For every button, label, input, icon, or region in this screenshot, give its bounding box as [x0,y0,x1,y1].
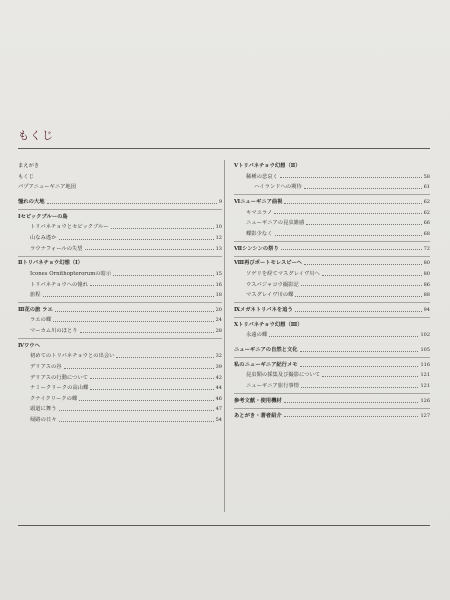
toc-entry-title: 昆虫類の採集及び撮影について [246,372,321,379]
section-separator [18,209,222,210]
toc-entry-page: 10 [215,224,222,231]
leader-dots [304,264,422,265]
leader-dots [80,332,214,333]
toc-entry-page: 39 [215,364,222,371]
leader-dots [90,285,214,286]
section-separator [234,408,430,409]
toc-entry-title: クナイクリークの蝶 [30,395,78,402]
toc-entry-title: ニューギニアの自然と文化 [234,347,298,354]
leader-dots [284,402,419,403]
toc-entry [234,229,430,240]
toc-entry-title: 旅程 [30,292,41,299]
toc-entry-title: ハイランドへの期待 [254,184,302,191]
toc-entry-title: デリアスの谷 [30,364,62,371]
toc-entry-page: 12 [215,234,222,241]
toc-entry-title: 稀種の悲哀く [246,173,278,180]
leader-dots [295,311,422,312]
leader-dots [274,213,421,214]
toc-title: もくじ [18,129,54,142]
toc-entry [18,244,222,255]
toc-entry [234,396,430,407]
toc-entry-title: ウスバジャコウ撮影記 [246,281,299,288]
section-separator [234,241,430,242]
toc-entry [18,373,222,384]
toc-entry [18,362,222,373]
toc-entry [18,404,222,415]
toc-entry [234,370,430,381]
toc-entry [18,383,222,394]
toc-entry-page: 88 [423,292,430,299]
toc-entry [18,394,222,405]
toc-entry-page: 126 [420,397,430,404]
toc-entry-title: Icones Ornithopterorumの暗示 [30,270,112,277]
toc-entry [234,197,430,208]
bottom-rule [18,525,430,526]
toc-entry-title: Ⅱトリバネチョウ幻想（Ⅰ） [18,260,83,267]
toc-entry [234,381,430,392]
toc-entry-page: 127 [420,412,430,419]
toc-entry-title: Ⅹトリバネチョウ幻想（Ⅲ） [234,321,303,328]
leader-dots [55,311,214,312]
leader-dots [79,400,213,401]
toc-entry [18,341,222,352]
toc-entry-title: 永遠の蝶 [246,332,268,339]
leader-dots [284,203,421,204]
leader-dots [304,188,422,189]
toc-entry-page: 42 [215,374,222,381]
leader-dots [53,321,213,322]
leader-dots [284,416,419,417]
leader-dots [59,410,214,411]
toc-entry-page: 80 [423,260,430,267]
toc-left-column [18,161,222,426]
toc-entry-title: Ⅳワウへ [18,342,40,349]
toc-entry [234,345,430,356]
section-separator [18,256,222,257]
toc-entry [18,305,222,316]
leader-dots [275,235,422,236]
toc-entry-page: 61 [423,184,430,191]
toc-entry-title: Ⅲ花の旅 ラエ [18,306,53,313]
toc-entry [234,218,430,229]
toc-entry-page: 54 [215,417,222,423]
toc-entry [18,315,222,326]
leader-dots [116,357,213,358]
section-separator [234,393,430,394]
toc-entry-title: マーカム川のほとり [30,328,78,335]
toc-entry-page: 116 [420,361,430,368]
toc-entry-title: 参考文献・使用機材 [234,397,282,404]
section-separator [234,357,430,358]
toc-entry [234,305,430,316]
toc-entry-title: まえがき [18,163,40,169]
toc-entry [234,280,430,291]
toc-entry-title: Ⅴトリバネチョウ幻想（Ⅱ） [234,163,301,169]
toc-entry [18,351,222,362]
leader-dots [64,368,214,369]
toc-entry-page: 105 [420,347,430,354]
leader-dots [295,296,421,297]
toc-entry-title: キマユラノ [246,209,273,216]
toc-entry [234,258,430,269]
leader-dots [90,378,214,379]
leader-dots [300,351,419,352]
toc-entry-page: 20 [215,306,222,313]
toc-entry [234,161,430,172]
toc-entry-title: ニューギニアの昆虫雑感 [246,220,305,227]
toc-entry-page: 13 [215,245,222,252]
leader-dots [280,177,422,178]
toc-entry [18,290,222,301]
leader-dots [85,249,214,250]
toc-entry [18,269,222,280]
toc-entry-title: Ⅵニューギニア曲視 [234,198,283,205]
toc-entry [234,208,430,219]
leader-dots [306,224,421,225]
leader-dots [43,296,214,297]
toc-entry-title: デリアスの行動について [30,374,88,381]
toc-entry-title: 帰路の日々 [30,417,57,423]
toc-entry-page: 86 [423,281,430,288]
leader-dots [111,228,214,229]
toc-entry [234,360,430,371]
toc-entry [234,172,430,183]
toc-entry-title: ソゲリを経てマスグレイヴ川へ [246,270,320,277]
toc-entry [18,161,222,172]
section-separator [18,338,222,339]
toc-entry-page: 80 [423,270,430,277]
leader-dots [59,239,214,240]
toc-entry-title: Ⅷ再びポートモレスビーへ [234,260,302,267]
toc-entry [234,269,430,280]
toc-entry-page: 9 [218,198,222,205]
leader-dots [300,366,419,367]
toc-entry-title: ナミークリークの高山蝶 [30,385,89,392]
toc-entry-title: トリバネチョウとセピックブルー [30,224,109,231]
toc-entry-page: 121 [420,383,430,389]
toc-entry-page: 62 [423,198,430,205]
toc-entry-title: マスグレイヴ川の蝶 [246,292,294,299]
toc-entry [18,197,222,208]
leader-dots [301,387,418,388]
leader-dots [322,275,422,276]
toc-right-column [234,161,430,421]
toc-entry-title: もくじ [18,173,34,180]
toc-entry-title: Ⅶシンシンの祭り [234,245,279,252]
toc-entry [18,182,222,193]
toc-entry [234,330,430,341]
toc-entry-page: 68 [423,230,430,237]
leader-dots [322,376,418,377]
toc-entry [18,233,222,244]
toc-entry-title: 初めてのトリバネチョウとの出会い [30,353,115,360]
section-separator [234,317,430,318]
toc-entry [234,244,430,255]
section-separator [234,194,430,195]
toc-entry-page: 121 [420,372,430,379]
leader-dots [59,421,214,422]
toc-entry-title: Ⅸメガネトリバネを追う [234,306,293,313]
toc-entry [18,212,222,223]
toc-entry-title: 頭道に舞う [30,406,57,413]
toc-entry [234,290,430,301]
toc-entry [18,172,222,183]
toc-entry [234,411,430,422]
toc-entry-title: あとがき・著者紹介 [234,412,282,419]
toc-entry-page: 66 [423,220,430,227]
toc-entry-title: 憧れの大地 [18,198,45,205]
toc-entry-title: トリバネチョウへの憧れ [30,281,88,288]
toc-entry-title: ニューギニア旅行事情 [246,383,299,389]
leader-dots [281,249,422,250]
toc-entry-page: 46 [215,395,222,402]
toc-entry-page: 16 [215,281,222,288]
toc-entry [18,280,222,291]
toc-entry-page: 18 [215,292,222,299]
toc-entry-page: 58 [423,173,430,180]
toc-entry-title: 蝶影少なく [246,230,273,237]
leader-dots [301,285,422,286]
leader-dots [47,203,217,204]
section-separator [18,302,222,303]
top-rule [18,148,430,149]
toc-entry [18,326,222,337]
toc-entry-page: 28 [215,328,222,335]
leader-dots [269,336,418,337]
toc-entry [18,222,222,233]
toc-entry-page: 24 [215,317,222,324]
section-separator [234,302,430,303]
toc-entry [18,415,222,426]
section-separator [234,256,430,257]
toc-entry-page: 32 [215,353,222,360]
toc-entry-title: ラエの蝶 [30,317,52,324]
toc-entry [234,320,430,331]
toc-entry-title: Ⅰセピックブルーの島 [18,213,68,220]
toc-entry-title: パプアニューギニア地図 [18,184,77,191]
toc-entry-page: 94 [423,306,430,313]
leader-dots [90,389,213,390]
toc-entry-title: 私のニューギニア紀行メモ [234,361,298,368]
toc-entry-page: 72 [423,245,430,252]
toc-entry-page: 44 [215,385,222,392]
toc-entry [18,258,222,269]
leader-dots [113,275,213,276]
column-divider [224,160,225,512]
toc-entry-title: 山なみ遙か [30,234,57,241]
toc-entry-page: 47 [215,406,222,413]
toc-entry-page: 102 [420,332,430,339]
toc-entry [234,182,430,193]
toc-entry-page: 62 [423,209,430,216]
toc-entry-page: 15 [215,270,222,277]
toc-entry-title: ラウナフォールの失望 [30,245,83,252]
